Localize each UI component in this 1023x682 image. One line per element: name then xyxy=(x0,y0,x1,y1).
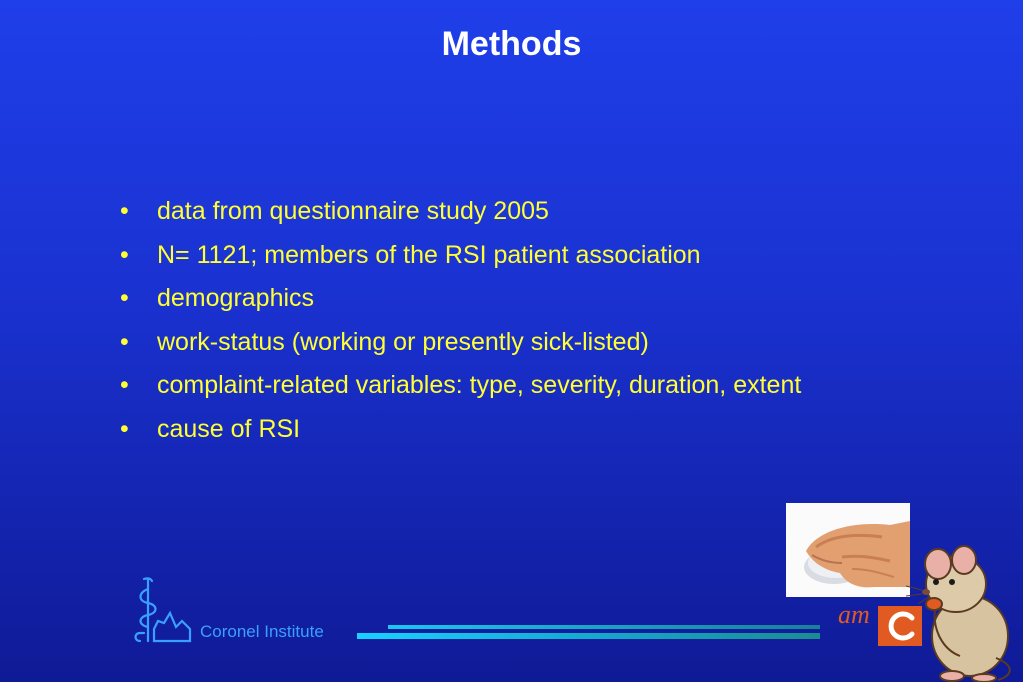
bullet-list xyxy=(120,190,801,452)
bullet-item xyxy=(120,408,801,452)
cartoon-mouse-icon xyxy=(900,540,1023,682)
bullet-text: data from questionnaire study 2005 xyxy=(157,197,549,225)
amc-logo-text: am xyxy=(838,600,870,629)
bullet-item xyxy=(120,321,801,365)
bullet-dot: • xyxy=(120,240,129,269)
bullet-item xyxy=(120,190,801,234)
bullet-item xyxy=(120,234,801,278)
bullet-text: N= 1121; members of the RSI patient association xyxy=(157,240,701,269)
bullet-dot: • xyxy=(120,414,129,443)
footer-divider xyxy=(357,633,820,639)
bullet-text: demographics xyxy=(157,284,315,313)
institute-label: Coronel Institute xyxy=(200,622,324,641)
bullet-text: cause of RSI xyxy=(157,414,301,443)
bullet-dot: • xyxy=(120,327,129,356)
bullet-dot: • xyxy=(120,284,129,313)
footer-divider xyxy=(388,625,820,629)
bullet-dot: • xyxy=(120,371,129,400)
bullet-item xyxy=(120,364,801,408)
bullet-item xyxy=(120,277,801,321)
bullet-text: work-status (working or presently sick-listed) xyxy=(157,327,649,356)
slide-title: Methods xyxy=(441,25,582,63)
hand-on-mouse-photo xyxy=(786,503,910,597)
bullet-dot: • xyxy=(120,197,129,225)
coronel-institute-logo-icon xyxy=(130,575,200,645)
bullet-text: complaint-related variables: type, severity, duration, extent xyxy=(157,371,802,400)
